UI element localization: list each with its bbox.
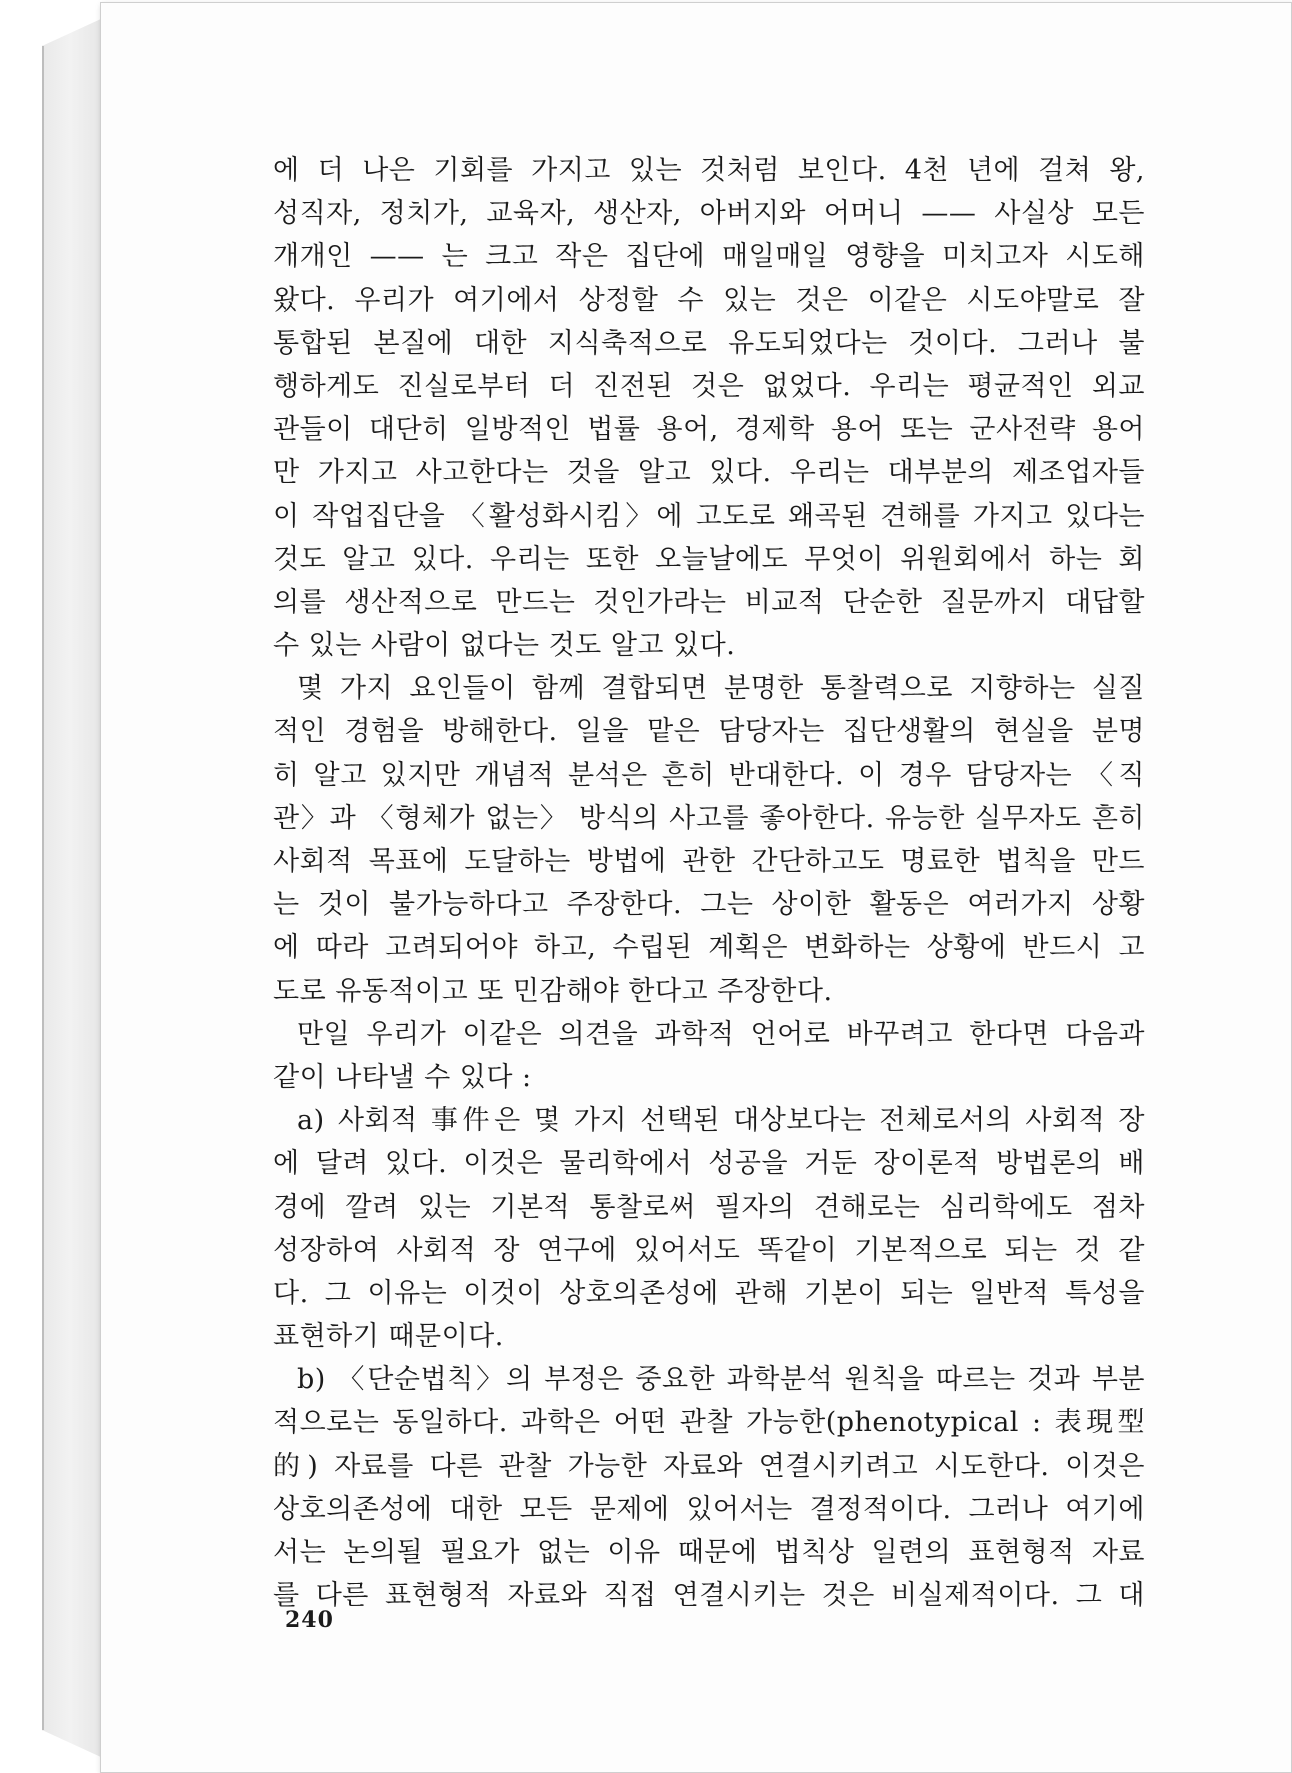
text-line: 는 것이 불가능하다고 주장한다. 그는 상이한 활동은 여러가지 상황: [273, 889, 1145, 921]
text-line: 에 달려 있다. 이것은 물리학에서 성공을 거둔 장이론적 방법론의 배: [273, 1148, 1145, 1180]
text-line: 상호의존성에 대한 모든 문제에 있어서는 결정적이다. 그러나 여기에: [273, 1493, 1145, 1525]
text-line: 이 작업집단을 〈활성화시킴〉에 고도로 왜곡된 견해를 가지고 있다는: [273, 500, 1145, 532]
body-text: [273, 149, 1145, 1617]
text-line: 만일 우리가 이같은 의견을 과학적 언어로 바꾸려고 한다면 다음과: [297, 1018, 1145, 1050]
text-line: 적인 경험을 방해한다. 일을 맡은 담당자는 집단생활의 현실을 분명: [273, 716, 1145, 748]
text-line: 에 따라 고려되어야 하고, 수립된 계획은 변화하는 상황에 반드시 고: [273, 932, 1145, 964]
text-line: 같이 나타낼 수 있다 :: [273, 1061, 532, 1093]
book-edge-line: [42, 46, 44, 1730]
text-line: 的) 자료를 다른 관찰 가능한 자료와 연결시키려고 시도한다. 이것은: [273, 1450, 1145, 1482]
text-line: 것도 알고 있다. 우리는 또한 오늘날에도 무엇이 위원회에서 하는 회: [273, 543, 1145, 575]
text-line: 관〉과 〈형체가 없는〉 방식의 사고를 좋아한다. 유능한 실무자도 흔히: [273, 802, 1145, 834]
text-line: 만 가지고 사고한다는 것을 알고 있다. 우리는 대부분의 제조업자들: [273, 457, 1145, 489]
text-line: 성직자, 정치가, 교육자, 생산자, 아버지와 어머니 —— 사실상 모든: [273, 198, 1145, 230]
text-line: 경에 깔려 있는 기본적 통찰로써 필자의 견해로는 심리학에도 점차: [273, 1191, 1145, 1223]
text-line: 성장하여 사회적 장 연구에 있어서도 똑같이 기본적으로 되는 것 같: [273, 1234, 1145, 1266]
text-line: 개개인 —— 는 크고 작은 집단에 매일매일 영향을 미치고자 시도해: [273, 241, 1145, 273]
text-line: 행하게도 진실로부터 더 진전된 것은 없었다. 우리는 평균적인 외교: [273, 370, 1145, 402]
text-line: 수 있는 사람이 없다는 것도 알고 있다.: [273, 630, 736, 662]
text-line: 의를 생산적으로 만드는 것인가라는 비교적 단순한 질문까지 대답할: [273, 586, 1145, 618]
book-spine: [42, 18, 103, 1758]
text-line: 관들이 대단히 일방적인 법률 용어, 경제학 용어 또는 군사전략 용어: [273, 414, 1145, 446]
text-line: 통합된 본질에 대한 지식축적으로 유도되었다는 것이다. 그러나 불: [273, 327, 1145, 359]
text-line: 적으로는 동일하다. 과학은 어떤 관찰 가능한(phenotypical : 表現型: [273, 1407, 1145, 1439]
text-line: 도로 유동적이고 또 민감해야 한다고 주장한다.: [273, 975, 833, 1007]
text-line: a) 사회적 事件은 몇 가지 선택된 대상보다는 전체로서의 사회적 장: [297, 1105, 1145, 1137]
page-number: 240: [285, 1607, 334, 1633]
text-line: 사회적 목표에 도달하는 방법에 관한 간단하고도 명료한 법칙을 만드: [273, 846, 1145, 877]
text-line: 다. 그 이유는 이것이 상호의존성에 관해 기본이 되는 일반적 특성을: [273, 1277, 1145, 1309]
text-line: 에 더 나은 기회를 가지고 있는 것처럼 보인다. 4천 년에 걸쳐 왕,: [273, 155, 1145, 186]
text-line: 를 다른 표현형적 자료와 직접 연결시키는 것은 비실제적이다. 그 대: [273, 1580, 1145, 1612]
text-line: 표현하기 때문이다.: [273, 1321, 504, 1353]
book-page: [100, 2, 1292, 1773]
text-line: 왔다. 우리가 여기에서 상정할 수 있는 것은 이같은 시도야말로 잘: [273, 284, 1145, 316]
text-line: 몇 가지 요인들이 함께 결합되면 분명한 통찰력으로 지향하는 실질: [297, 673, 1145, 705]
text-line: 히 알고 있지만 개념적 분석은 흔히 반대한다. 이 경우 담당자는 〈직: [273, 759, 1145, 791]
text-line: 서는 논의될 필요가 없는 이유 때문에 법칙상 일련의 표현형적 자료: [273, 1537, 1145, 1568]
text-line: b) 〈단순법칙〉의 부정은 중요한 과학분석 원칙을 따르는 것과 부분: [297, 1364, 1145, 1396]
